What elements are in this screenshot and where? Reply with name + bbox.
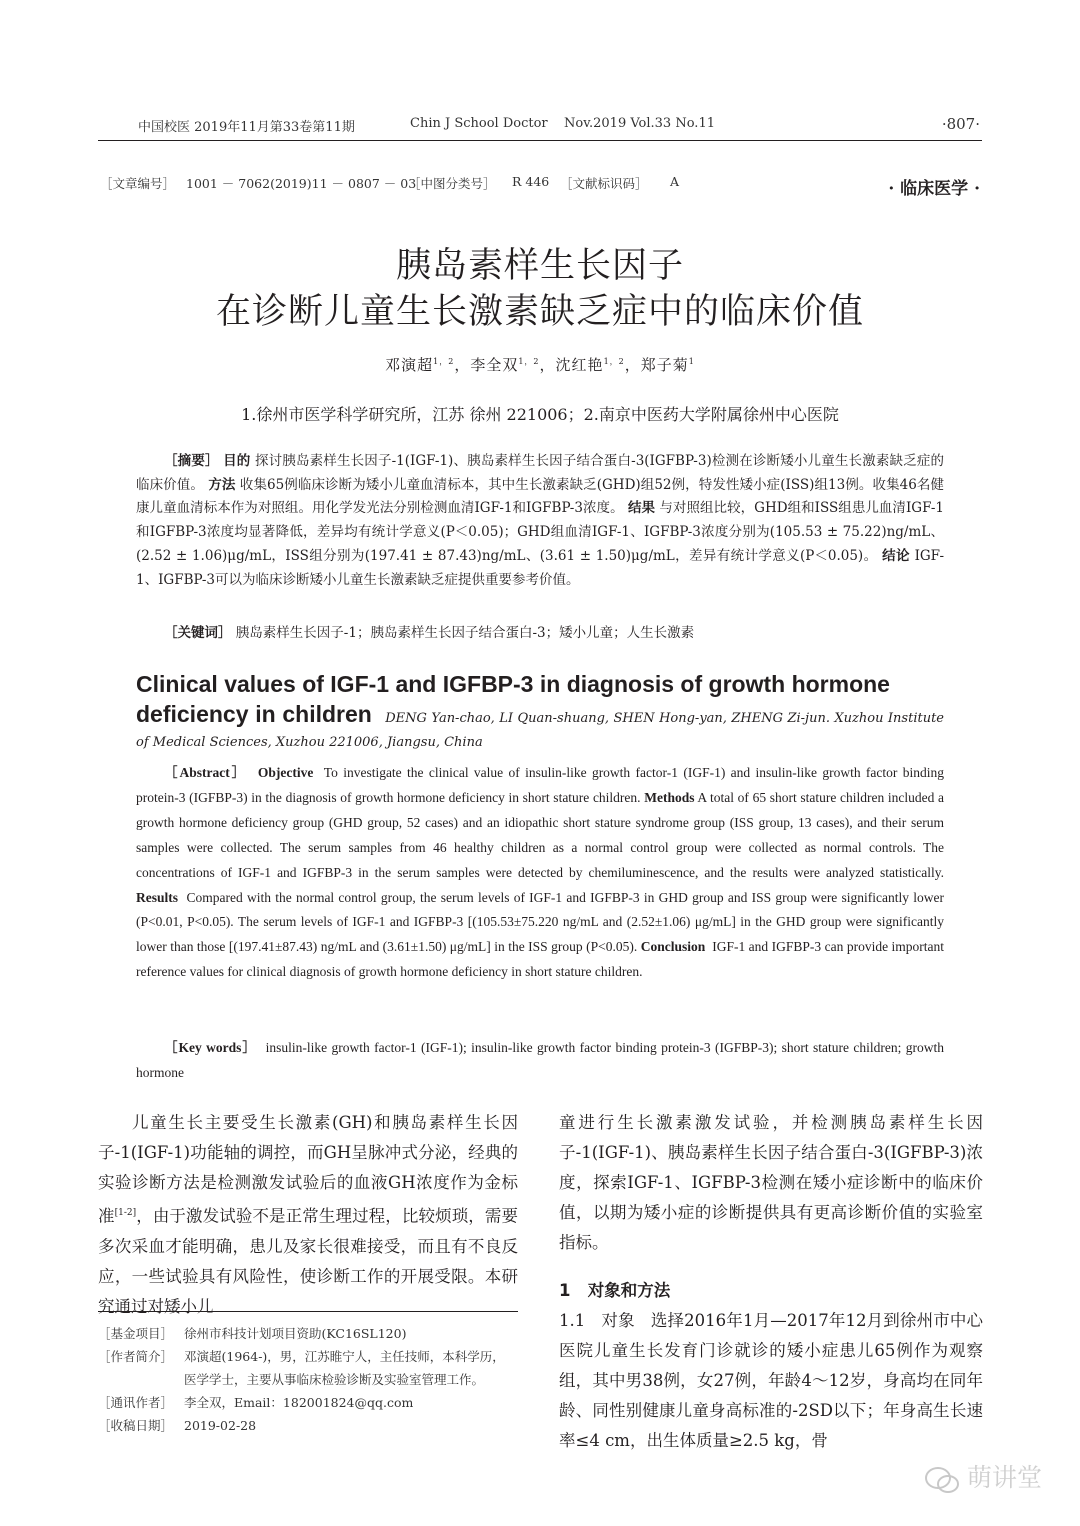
en-methods: A total of 65 short stature children included a growth hormone deficiency group (GHD group, 52 cases) and an idiopathic short stature syndrome group (ISS group, 13 cases), and their serum samples were collected. The serum samples from 46 healthy children as a normal control group were collected as normal controls. The concentrations of IGF-1 and IGFBP-3 in the serum samples were detected by chemiluminescence, and the results were analyzed statistically. <box>136 789 944 880</box>
en-objective: To investigate the clinical value of insulin-like growth factor-1 (IGF-1) and insulin-like growth factor binding protein-3 (IGFBP-3) in the diagnosis of growth hormone deficiency in short stature children. <box>136 765 944 805</box>
en-title-line-2: deficiency in children <box>136 701 372 727</box>
body-left-text-2: ，由于激发试验不是正常生理过程，比较烦琐，需要多次采血才能明确，患儿及家长很难接受，而且有不良反应，一些试验具有风险性，使诊断工作的开展受限。本研究通过对矮小儿 <box>98 1206 519 1316</box>
cn-keywords-label: ［关键词］ <box>164 625 232 641</box>
footnote-author <box>98 1345 528 1368</box>
corresponding-text: 李全双，Email：182001824@qq.com <box>184 1395 414 1410</box>
en-methods-label: Methods <box>644 789 695 805</box>
cn-method: 收集65例临床诊断为矮小儿童血清标本，其中生长激素缺乏(GHD)组52例，特发性矮小症(ISS)组13例。收集46名健康儿童血清标本作为对照组。用化学发光法分别检测血清IGF-1和IGFBP-3浓度。 <box>136 476 945 517</box>
cn-objective: 探讨胰岛素样生长因子-1(IGF-1)、胰岛素样生长因子结合蛋白-3(IGFBP-3)检测在诊断矮小儿童生长激素缺乏症的临床价值。 <box>136 453 945 493</box>
received-label: ［收稿日期］ <box>98 1418 174 1433</box>
section-1-title: 对象和方法 <box>587 1281 671 1300</box>
wechat-icon <box>925 1465 959 1493</box>
cn-objective-label: 目的 <box>223 453 251 469</box>
cn-abstract <box>136 450 944 592</box>
cn-result: 与对照组比较，GHD组和ISS组患儿血清IGF-1和IGFBP-3浓度均显著降低，差异均有统计学意义(P＜0.05)；GHD组血清IGF-1、IGFBP-3浓度分别为(105.53 ± 75.22)ng/mL、(2.52 ± 1.06)μg/mL，ISS组分别为(197.41 ± 87.43)ng/mL、(3.61 ± 1.50)μg/mL，差异有统计学意义(P＜0.05)。 <box>136 500 945 564</box>
author-bio-label: ［作者简介］ <box>98 1349 174 1364</box>
footnote-fund <box>98 1322 528 1345</box>
en-objective-label: Objective <box>257 765 314 780</box>
running-header <box>100 116 980 136</box>
affiliation: 1.徐州市医学科学研究所，江苏 徐州 221006；2.南京中医药大学附属徐州中心医院 <box>241 405 839 424</box>
cn-method-label: 方法 <box>208 476 236 493</box>
article-meta <box>100 174 980 199</box>
author-1-affil: 1，2 <box>433 357 455 366</box>
journal-cn: 中国校医 2019年11月第33卷第11期 <box>138 120 355 135</box>
body-right-text: 童进行生长激素激发试验，并检测胰岛素样生长因子-1(IGF-1)、胰岛素样生长因子结合蛋白-3(IGFBP-3)浓度，探索IGF-1、IGFBP-3检测在矮小症诊断中的临床价值，以期为矮小症的诊断提供具有更高诊断价值的实验室指标。 <box>559 1113 983 1252</box>
en-conclusion: IGF-1 and IGFBP-3 can provide important reference values for clinical diagnosis of growth hormone deficiency in short stature children. <box>136 939 945 980</box>
header-rule <box>98 140 982 141</box>
cn-result-label: 结果 <box>627 500 656 517</box>
body-left-column <box>98 1108 518 1322</box>
en-abstract <box>136 761 944 985</box>
footnote-rule <box>98 1311 518 1312</box>
en-results-label: Results <box>136 889 179 905</box>
article-no-label: ［文章编号］ <box>100 176 176 191</box>
watermark-text: 萌讲堂 <box>966 1463 1042 1492</box>
en-title-authors <box>136 702 944 755</box>
page-number: ·807· <box>941 115 980 133</box>
section-1-1 <box>559 1306 983 1456</box>
watermark <box>925 1458 1042 1494</box>
cn-keywords <box>136 622 944 646</box>
fund-label: ［基金项目］ <box>98 1326 174 1341</box>
title-line-2: 在诊断儿童生长激素缺乏症中的临床价值 <box>215 292 864 332</box>
author-list: 邓演超$^{1,2}$，李全双$^{1,2}$，沈红艳$^{1,2}$，郑子菊$^1$ <box>385 356 695 374</box>
author-bio-text: 邓演超(1964-)，男，江苏睢宁人，主任技师，本科学历， <box>184 1349 505 1364</box>
author-4-affil: 1 <box>688 357 695 366</box>
author-1: 邓演超 <box>385 356 434 374</box>
en-keywords-label: ［Key words］ <box>164 1040 257 1055</box>
body-left-text: 儿童生长主要受生长激素(GH)和胰岛素样生长因子-1(IGF-1)功能轴的调控，而GH呈脉冲式分泌，经典的实验诊断方法是检测激发试验后的血液GH浓度作为金标准 <box>98 1113 518 1226</box>
doc-code: A <box>670 174 680 189</box>
cn-keywords-text: 胰岛素样生长因子-1；胰岛素样生长因子结合蛋白-3；矮小儿童；人生长激素 <box>235 625 695 641</box>
author-4: 郑子菊 <box>640 356 689 374</box>
footnotes <box>98 1322 528 1437</box>
article-no: 1001 － 7062(2019)11 － 0807 － 03 <box>186 176 417 191</box>
body-right-column <box>559 1108 983 1456</box>
section-1-1-title: 对象 <box>601 1311 635 1330</box>
author-3: 沈红艳 <box>555 356 604 374</box>
cn-conclusion-label: 结论 <box>882 547 910 564</box>
citation-ref: [1-2] <box>114 1208 137 1218</box>
author-bio-text-2: 医学学士，主要从事临床检验诊断及实验室管理工作。 <box>184 1372 485 1387</box>
author-2: 李全双 <box>470 356 519 374</box>
section-1-1-text: 选择2016年1月—2017年12月到徐州市中心医院儿童生长发育门诊就诊的矮小症患儿65例作为观察组，其中男38例，女27例，年龄4～12岁，身高均在同年龄、同性别健康儿童身高标准的-2SD以下；年身高生长速率≤4 cm，出生体质量≥2.5 kg，骨 <box>559 1311 983 1450</box>
clc-value: R 446 <box>512 174 550 189</box>
en-title-line-1: Clinical values of IGF-1 and IGFBP-3 in diagnosis of growth hormone <box>136 671 890 697</box>
section-1-number: 1 <box>559 1281 571 1300</box>
corresponding-label: ［通讯作者］ <box>98 1395 174 1410</box>
doc-code-label: ［文献标识码］ <box>560 176 648 191</box>
footnote-corresponding <box>98 1391 528 1414</box>
en-keywords <box>136 1036 944 1086</box>
section-1-1-number: 1.1 <box>559 1311 586 1330</box>
footnote-received <box>98 1414 528 1437</box>
cn-conclusion: IGF-1、IGFBP-3可以为临床诊断矮小儿童生长激素缺乏症提供重要参考价值。 <box>136 547 945 588</box>
received-date: 2019-02-28 <box>184 1418 257 1433</box>
journal-en: Chin J School Doctor <box>410 116 548 131</box>
section-tag: · 临床医学 · <box>888 179 980 199</box>
fund-text: 徐州市科技计划项目资助(KC16SL120) <box>184 1326 407 1341</box>
journal-issue: Nov.2019 Vol.33 No.11 <box>564 116 715 131</box>
clc-label: ［中图分类号］ <box>408 176 496 191</box>
en-conclusion-label: Conclusion <box>640 939 706 955</box>
en-abstract-label: ［Abstract］ <box>164 765 248 780</box>
author-2-affil: 1，2 <box>518 357 540 366</box>
author-3-affil: 1，2 <box>603 357 625 366</box>
title-line-1: 胰岛素样生长因子 <box>395 246 684 286</box>
section-1-heading <box>559 1276 983 1306</box>
en-keywords-text: insulin-like growth factor-1 (IGF-1); insulin-like growth factor binding protein-3 (IGFBP-3); short stature children; growth hormone <box>136 1040 944 1080</box>
cn-abstract-label: ［摘要］ <box>164 453 219 469</box>
en-authors: DENG Yan-chao, LI Quan-shuang, SHEN Hong-yan, ZHENG Zi-jun. Xuzhou Institute of Medical Sciences, Xuzhou 221006, Jiangsu, China <box>136 711 944 750</box>
en-results: Compared with the normal control group, the serum levels of IGF-1 and IGFBP-3 in GHD group and ISS group were significantly lower (P<0.01, P<0.05). The serum levels of IGF-1 and IGFBP-3 [(105.53±75.220 ng/mL and (2.52±1.06) μg/mL] in the GHD group were significantly lower than those [(197.41±87.43) ng/mL and (3.61±1.50) μg/mL] in the ISS group (P<0.05). <box>136 889 945 955</box>
